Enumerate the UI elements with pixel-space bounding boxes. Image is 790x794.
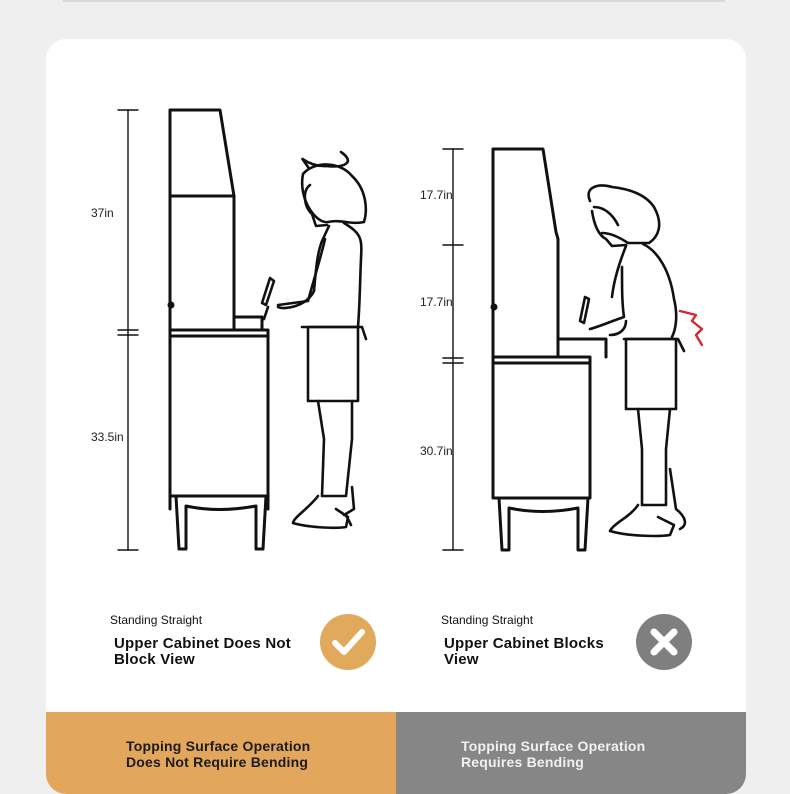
back-strain-icon — [680, 311, 702, 345]
right-caption-line2: View — [444, 651, 479, 668]
left-woman-figure — [262, 152, 366, 528]
footer-right-banner — [396, 712, 746, 794]
comparison-illustration — [46, 39, 746, 712]
cross-icon — [636, 614, 692, 670]
left-cabinet — [169, 110, 268, 549]
right-caption — [444, 636, 634, 668]
checkmark-icon — [320, 614, 376, 670]
footer-right-line2: Requires Bending — [461, 754, 584, 770]
footer-left-banner — [46, 712, 396, 794]
left-caption-line1: Upper Cabinet Does Not — [114, 635, 291, 652]
left-caption — [114, 636, 304, 668]
footer-right-text — [461, 738, 645, 770]
right-top-dimension-label: 17.7in — [420, 188, 453, 202]
left-posture-label: Standing Straight — [110, 613, 203, 627]
right-woman-figure — [580, 186, 702, 536]
right-lower-dimension-label: 30.7in — [420, 444, 453, 458]
left-lower-dimension-label: 33.5in — [91, 430, 124, 444]
footer-right-line1: Topping Surface Operation — [461, 738, 646, 754]
left-upper-dimension-label: 37in — [91, 206, 114, 220]
footer-left-text — [126, 738, 310, 770]
right-cabinet — [492, 149, 606, 550]
right-posture-label: Standing Straight — [441, 613, 534, 627]
left-caption-line2: Block View — [114, 651, 195, 668]
top-divider — [63, 0, 725, 2]
footer-left-line2: Does Not Require Bending — [126, 754, 309, 770]
right-caption-line1: Upper Cabinet Blocks — [444, 635, 604, 652]
left-dimension-line — [118, 110, 138, 550]
right-middle-dimension-label: 17.7in — [420, 295, 453, 309]
right-dimension-line — [443, 149, 463, 550]
comparison-card — [46, 39, 746, 794]
footer-left-line1: Topping Surface Operation — [126, 738, 311, 754]
